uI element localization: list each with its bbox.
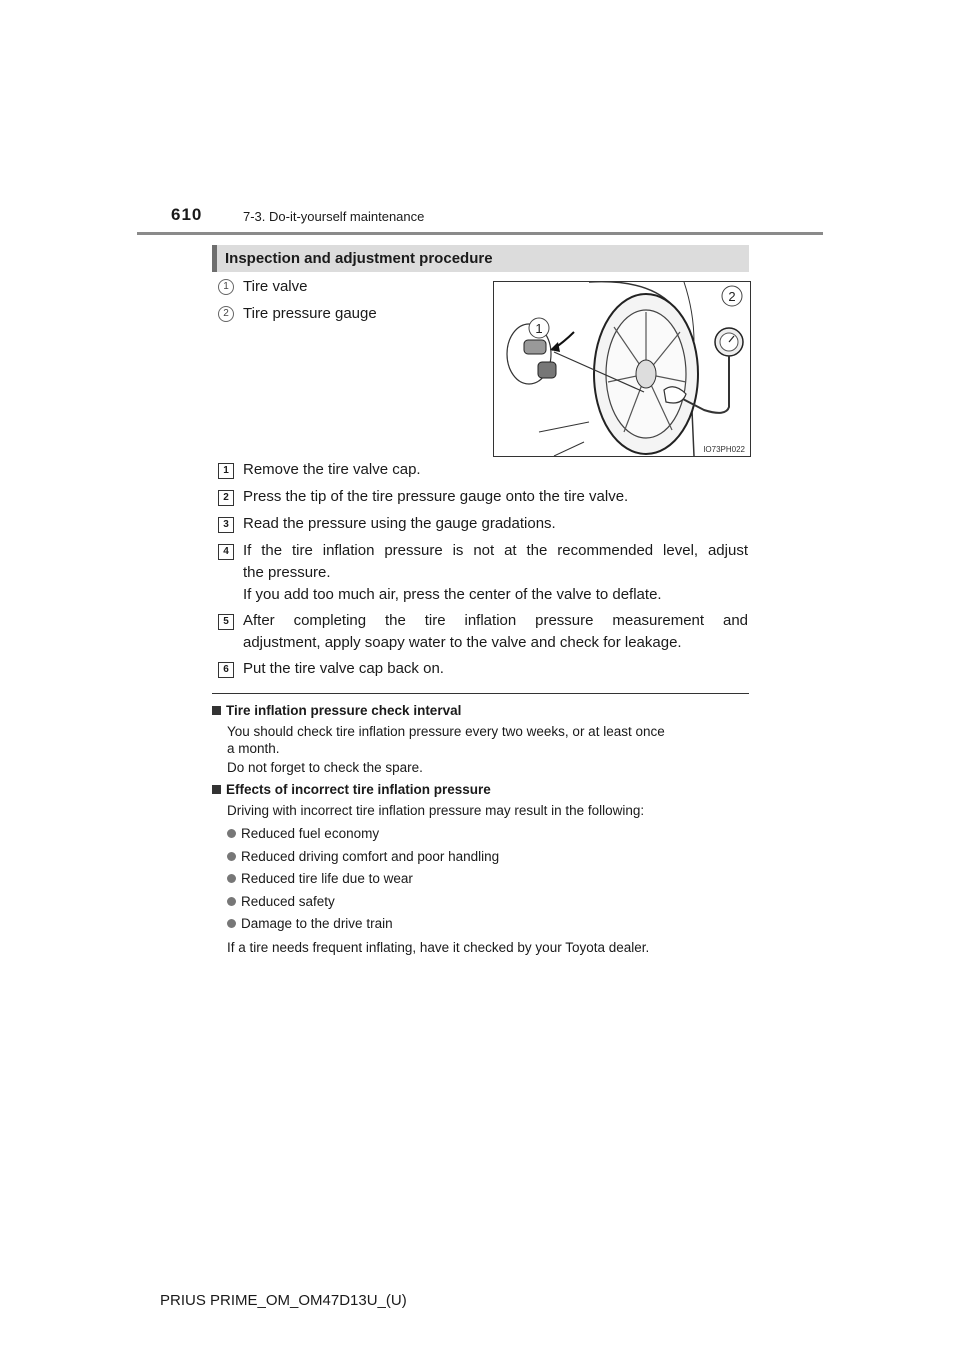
bullet-dot-icon [227,919,236,928]
square-bullet-icon [212,785,221,794]
step-number-3: 3 [218,517,234,533]
note-heading-interval-text: Tire inflation pressure check interval [226,703,462,718]
step-text-4-line-3: If you add too much air, press the center of the valve to deflate. [243,586,662,603]
step-text-2: Press the tip of the tire pressure gauge onto the tire valve. [243,488,629,505]
header-rule [137,232,823,235]
bullet-dot-icon [227,874,236,883]
figure-code: IO73PH022 [703,445,745,454]
figure-marker-2: 2 [728,289,736,304]
step-text-3: Read the pressure using the gauge gradations. [243,515,556,532]
page-number: 610 [171,205,203,224]
note-heading-effects [212,782,491,797]
list-item [227,871,413,886]
note-effects-closing: If a tire needs frequent inflating, have it checked by your Toyota dealer. [227,940,650,955]
callout-label-1: Tire valve [243,278,308,295]
note-heading-effects-text: Effects of incorrect tire inflation pressure [226,782,491,797]
list-item [227,849,499,864]
step-text-5-line-2: adjustment, apply soapy water to the valve and check for leakage. [243,634,682,651]
bullet-text: Reduced tire life due to wear [241,871,413,886]
note-heading-interval [212,703,461,718]
square-bullet-icon [212,706,221,715]
figure-marker-1: 1 [535,321,543,336]
step-number-2: 2 [218,490,234,506]
tire-illustration-drawing [494,282,750,456]
step-number-5: 5 [218,614,234,630]
callout-number-1: 1 [218,279,234,295]
bullet-dot-icon [227,897,236,906]
step-text-4-line-1: If the tire inflation pressure is not at the recommended level, adjust [243,542,748,559]
step-number-1: 1 [218,463,234,479]
note-effects-intro: Driving with incorrect tire inflation pressure may result in the following: [227,803,645,818]
bullet-text: Reduced fuel economy [241,826,380,841]
list-item [227,916,393,931]
footer-doc-code: PRIUS PRIME_OM_OM47D13U_(U) [160,1292,407,1309]
step-number-6: 6 [218,662,234,678]
note-interval-line-1: You should check tire inflation pressure every two weeks, or at least once [227,724,665,739]
bullet-text: Reduced driving comfort and poor handling [241,849,500,864]
chapter-title: 7-3. Do-it-yourself maintenance [243,209,425,224]
bullet-text: Reduced safety [241,894,335,909]
list-item [227,826,379,841]
note-interval-line-3: Do not forget to check the spare. [227,760,423,775]
notes-separator [212,693,749,694]
section-title: Inspection and adjustment procedure [225,250,493,267]
step-number-4: 4 [218,544,234,560]
step-text-1: Remove the tire valve cap. [243,461,421,478]
step-text-5-line-1: After completing the tire inflation pressure measurement and [243,612,748,629]
note-interval-line-2: a month. [227,741,280,756]
list-item [227,894,335,909]
callout-number-2: 2 [218,306,234,322]
bullet-text: Damage to the drive train [241,916,393,931]
bullet-dot-icon [227,829,236,838]
section-heading [212,245,749,272]
callout-label-2: Tire pressure gauge [243,305,377,322]
step-text-6: Put the tire valve cap back on. [243,660,444,677]
bullet-dot-icon [227,852,236,861]
step-text-4-line-2: the pressure. [243,564,331,581]
tire-gauge-illustration [493,281,751,457]
section-accent [212,245,217,272]
